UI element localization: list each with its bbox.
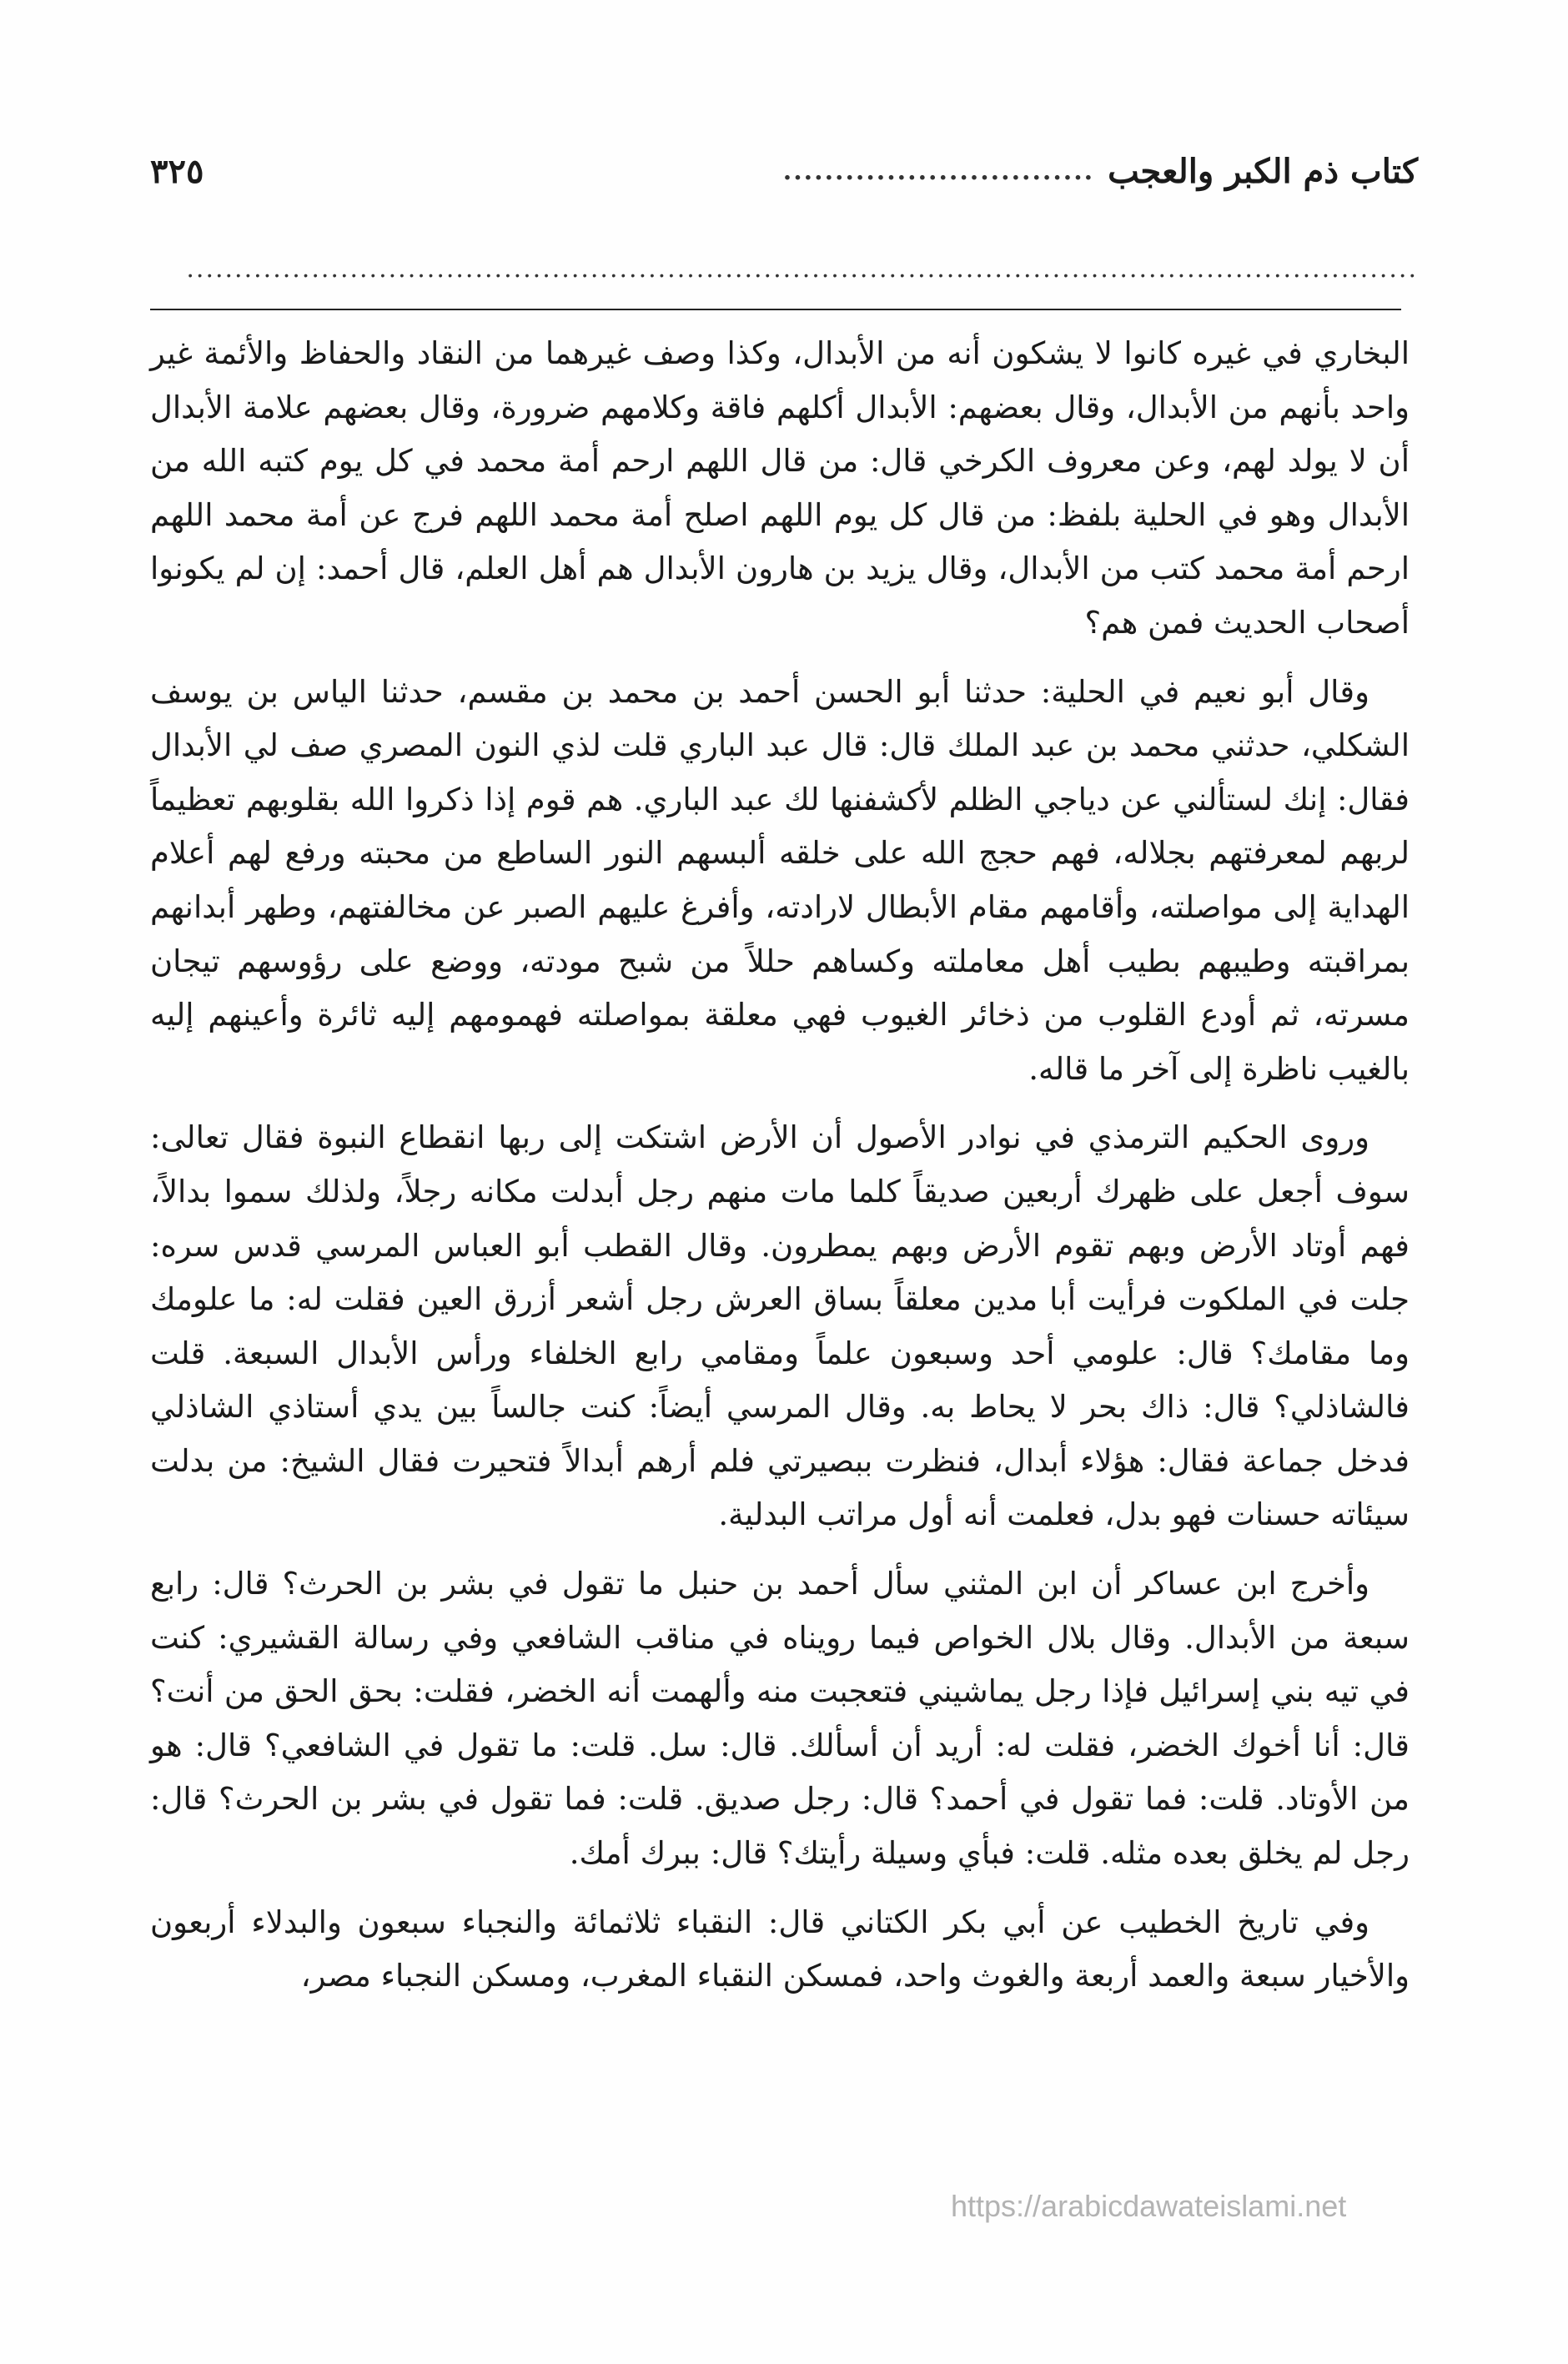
page-number: ٣٢٥ xyxy=(150,151,204,191)
chapter-title: كتاب ذم الكبر والعجب xyxy=(1108,151,1418,191)
paragraph-3: وروى الحكيم الترمذي في نوادر الأصول أن الأرض اشتكت إلى ربها انقطاع النبوة فقال تعالى: سوف أجعل على ظهرك أربعين صديقاً كلما مات منهم رجل أبدلت مكانه رجلاً، ولذلك سموا بدالاً، فهم أوتاد الأرض وبهم تقوم الأرض وبهم يمطرون. وقال القطب أبو العباس المرسي قدس سره: جلت في الملكوت فرأيت أبا مدين معلقاً بساق العرش رجل أشعر أزرق العين فقلت له: ما علومك وما مقامك؟ قال: علومي أحد وسبعون علماً ومقامي رابع الخلفاء ورأس الأبدال السبعة. قلت فالشاذلي؟ قال: ذاك بحر لا يحاط به. وقال المرسي أيضاً: كنت جالساً بين يدي أستاذي الشاذلي فدخل جماعة فقال: هؤلاء أبدال، فنظرت ببصيرتي فلم أرهم أبدالاً فتحيرت فقال الشيخ: من بدلت سيئاته حسنات فهو بدل، فعلمت أنه أول مراتب البدلية. xyxy=(150,1119,1410,1533)
paragraph-2: وقال أبو نعيم في الحلية: حدثنا أبو الحسن أحمد بن محمد بن مقسم، حدثنا الياس بن يوسف الشكلي، حدثني محمد بن عبد الملك قال: قال عبد الباري قلت لذي النون المصري صف لي الأبدال فقال: إنك لستألني عن دياجي الظلم لأكشفنها لك عبد الباري. هم قوم إذا ذكروا الله بقلوبهم تعظيماً لربهم لمعرفتهم بجلاله، فهم حجج الله على خلقه ألبسهم النور الساطع من محبته ورفع لهم أعلام الهداية إلى مواصلته، وأقامهم مقام الأبطال لارادته، وأفرغ عليهم الصبر عن مخالفتهم، وطهر أبدانهم بمراقبته وطيبهم بطيب أهل معاملته وكساهم حللاً من شبح مودته، ووضع على رؤوسهم تيجان مسرته، ثم أودع القلوب من ذخائر الغيوب فهي معلقة بمواصلته فهمومهم إليه ثائرة وأعينهم إليه بالغيب ناظرة إلى آخر ما قاله. xyxy=(150,673,1410,1087)
main-text xyxy=(150,327,1410,2019)
watermark-url: https://arabicdawateislami.net xyxy=(951,2189,1347,2223)
paragraph-1: البخاري في غيره كانوا لا يشكون أنه من الأبدال، وكذا وصف غيرهما من النقاد والحفاظ والأئمة غير واحد بأنهم من الأبدال، وقال بعضهم: الأبدال أكلهم فاقة وكلامهم ضرورة، وقال بعضهم علامة الأبدال أن لا يولد لهم، وعن معروف الكرخي قال: من قال اللهم ارحم أمة محمد في كل يوم كتبه الله من الأبدال وهو في الحلية بلفظ: من قال كل يوم اللهم اصلح أمة محمد اللهم فرج عن أمة محمد اللهم ارحم أمة محمد كتب من الأبدال، وقال يزيد بن هارون الأبدال هم أهل العلم، قال أحمد: إن لم يكونوا أصحاب الحديث فمن هم؟ xyxy=(150,335,1410,641)
header-leader-dots: .............................. xyxy=(782,156,1095,186)
separator-dots: ................................................................................................................................ xyxy=(186,254,1418,284)
paragraph-4: وأخرج ابن عساكر أن ابن المثني سأل أحمد بن حنبل ما تقول في بشر بن الحرث؟ قال: رابع سبعة من الأبدال. وقال بلال الخواص فيما رويناه في مناقب الشافعي وفي رسالة القشيري: كنت في تيه بني إسرائيل فإذا رجل يماشيني فتعجبت منه وألهمت أنه الخضر، فقلت: بحق الحق من أنت؟ قال: أنا أخوك الخضر، فقلت له: أريد أن أسألك. قال: سل. قلت: ما تقول في الشافعي؟ قال: هو من الأوتاد. قلت: فما تقول في أحمد؟ قال: رجل صديق. قلت: فما تقول في بشر بن الحرث؟ قال: رجل لم يخلق بعده مثله. قلت: فبأي وسيلة رأيتك؟ قال: ببرك أمك. xyxy=(150,1566,1410,1872)
running-header xyxy=(150,146,1418,196)
paragraph-5: وفي تاريخ الخطيب عن أبي بكر الكتاني قال: النقباء ثلاثمائة والنجباء سبعون والبدلاء أربعون والأخيار سبعة والعمد أربعة والغوث واحد، فمسكن النقباء المغرب، ومسكن النجباء مصر، xyxy=(150,1904,1410,1994)
horizontal-rule xyxy=(150,309,1401,310)
